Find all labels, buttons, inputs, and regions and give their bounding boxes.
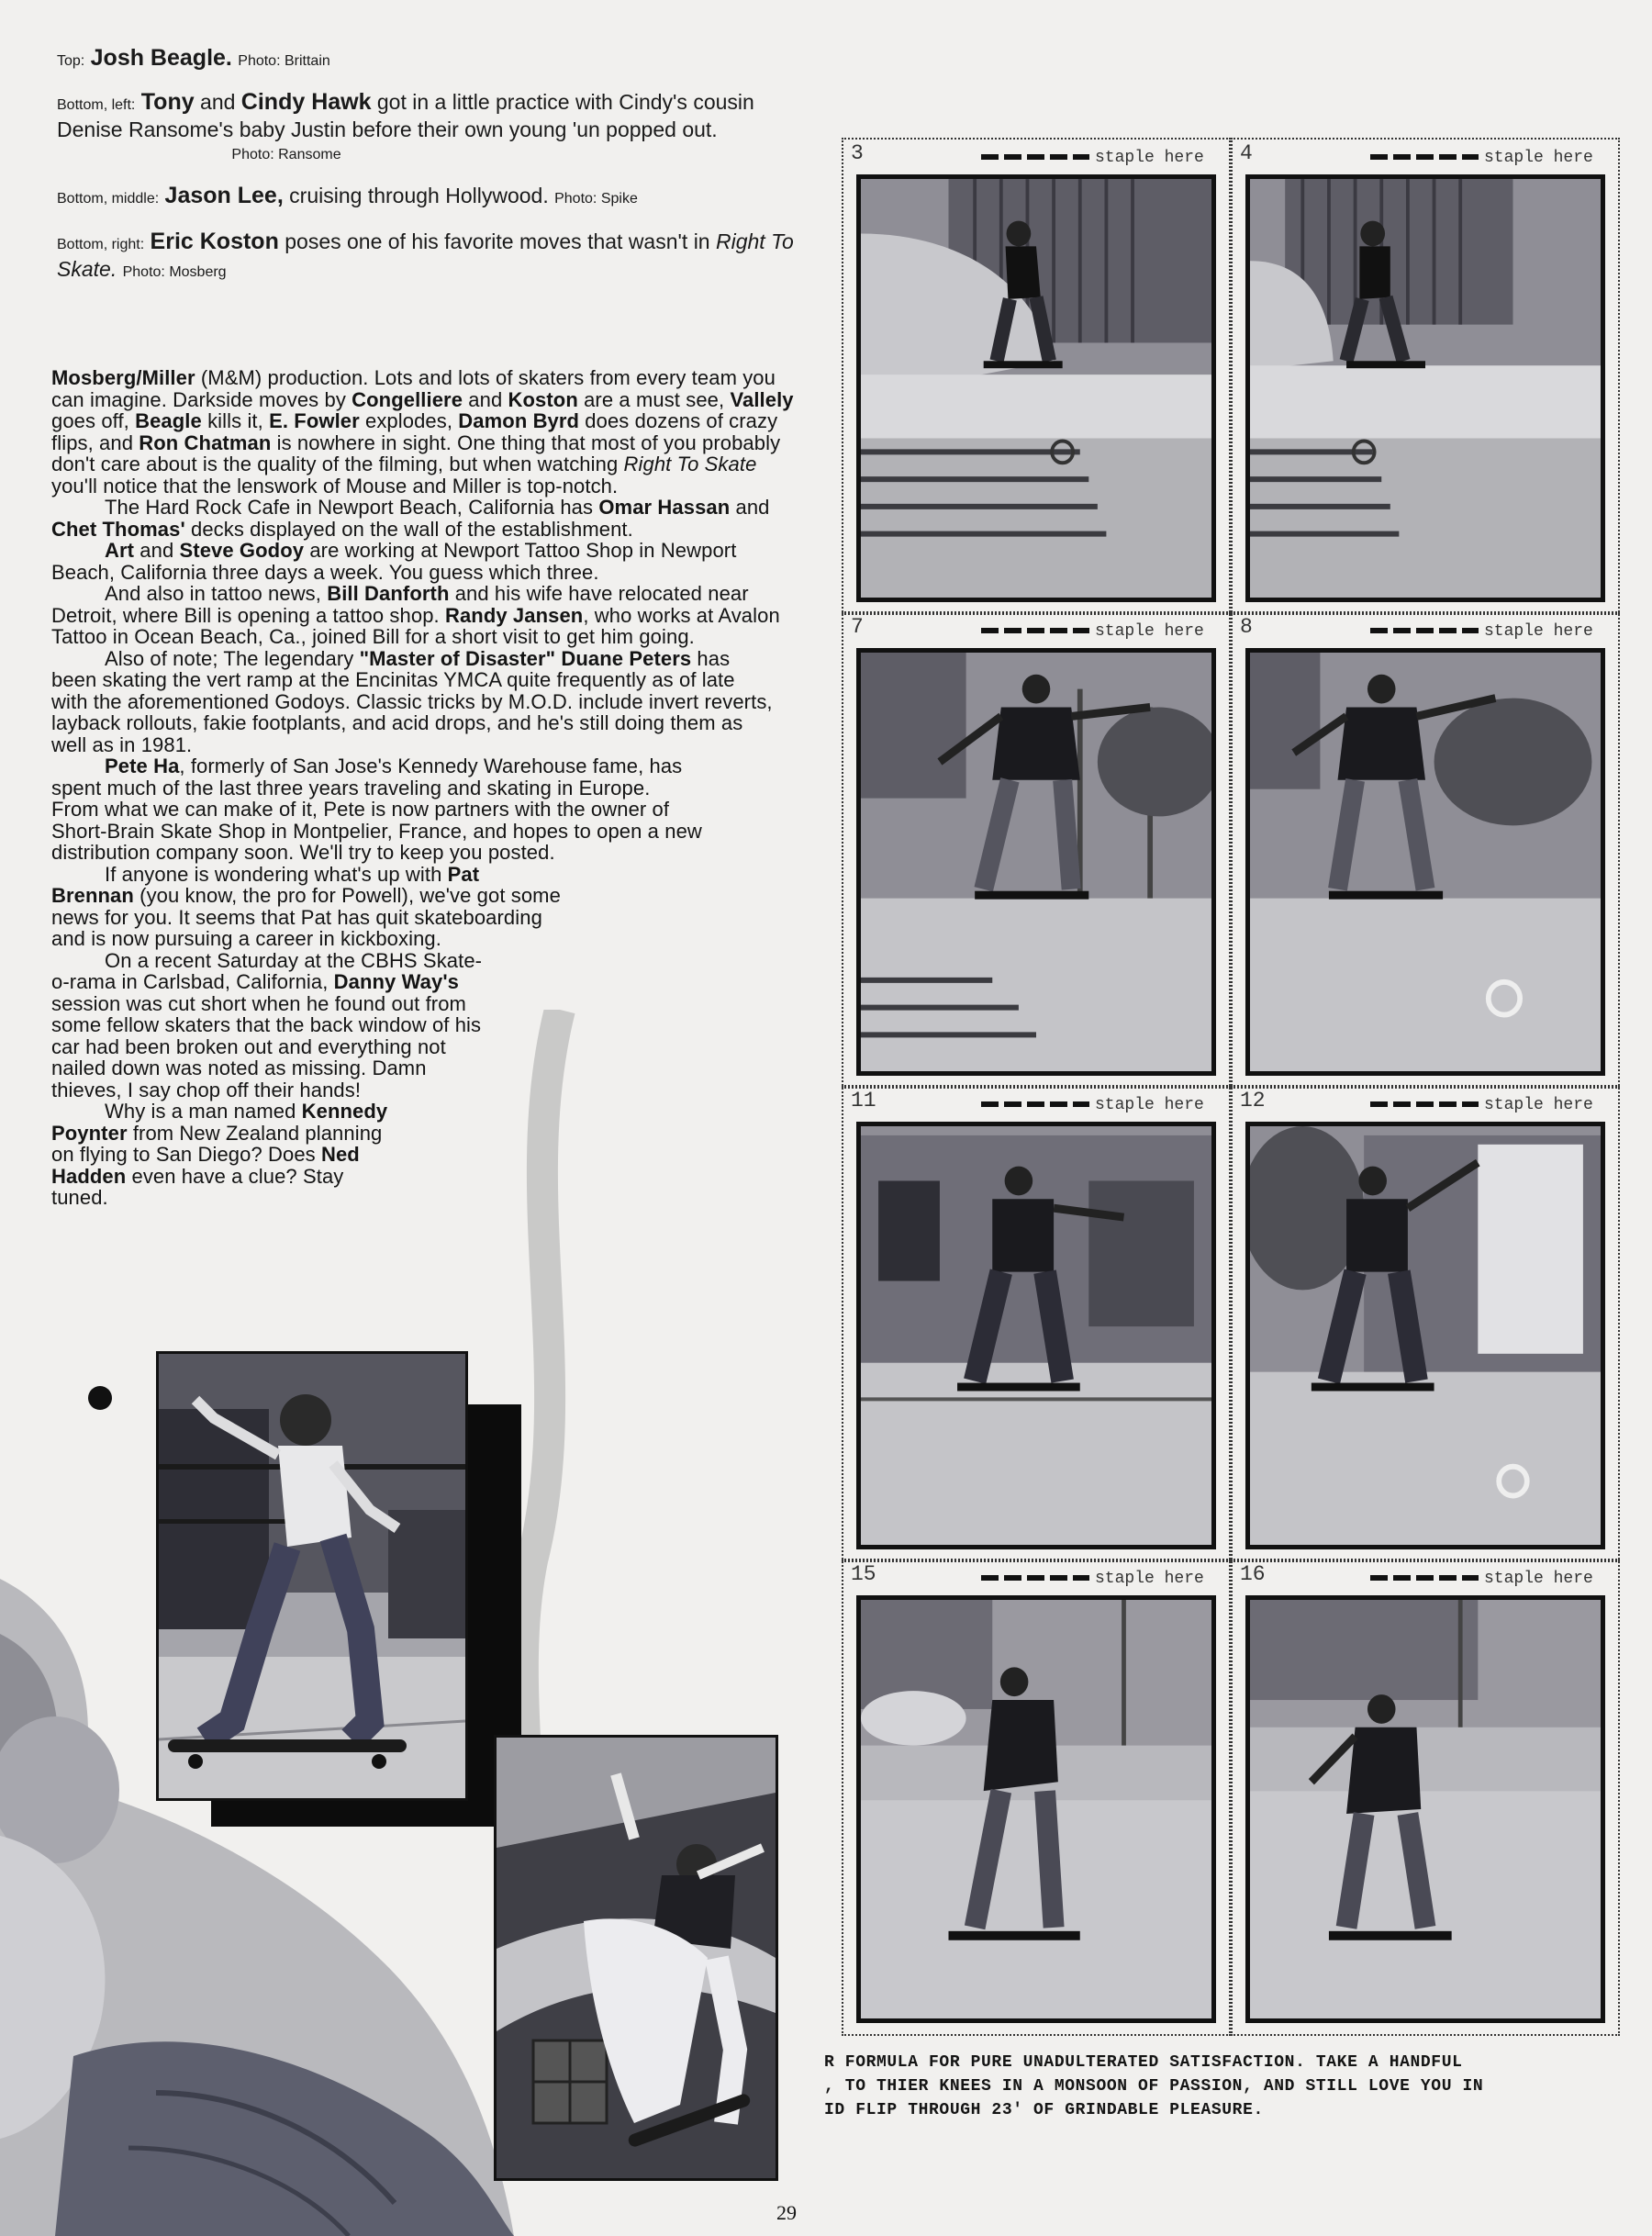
sequence-contact-sheet	[842, 138, 1620, 2047]
caption-name: Josh Beagle.	[90, 45, 232, 71]
text: and his wife have relocated near Detroit, where Bill is opening a tattoo shop.	[51, 582, 749, 627]
staple-dashes	[1370, 154, 1479, 160]
sequence-photo	[1245, 174, 1605, 602]
caption-credit: Photo: Mosberg	[122, 264, 227, 280]
skater-name: Kennedy Poynter	[51, 1100, 388, 1145]
sequence-photo	[1245, 1595, 1605, 2023]
staple-label: staple here	[1095, 1570, 1204, 1588]
news-paragraph	[51, 367, 804, 497]
skater-name: Beagle	[135, 409, 202, 432]
caption-label: Bottom, right:	[57, 237, 145, 252]
sequence-photo	[856, 174, 1216, 602]
sequence-cell	[1231, 1559, 1620, 2036]
skater-name: Congelliere	[352, 387, 463, 411]
text: session was cut short when he found out from some fellow skaters that the back window of his car had been broken out and everything not nailed down was noted as missing. Damn thieves, I say chop off their hands!	[51, 991, 482, 1101]
caption-bottom-left	[57, 90, 809, 167]
sequence-cell	[842, 1085, 1231, 1562]
text: Why is a man named	[105, 1100, 302, 1123]
news-paragraph	[51, 583, 804, 648]
staple-label: staple here	[1095, 622, 1204, 641]
staple-dashes	[981, 628, 1089, 633]
sequence-cell	[1231, 611, 1620, 1089]
caption-credit: Photo: Ransome	[231, 147, 341, 162]
skater-name: Koston	[508, 387, 578, 411]
sequence-photo	[1245, 1122, 1605, 1549]
skater-name: E. Fowler	[269, 409, 360, 432]
tagline-line: , TO THIER KNEES IN A MONSOON OF PASSION, AND STILL LOVE YOU IN	[824, 2077, 1484, 2096]
text: is nowhere in sight. One thing that most of you probably don't care about is the quality of the filming, but when watching	[51, 430, 781, 475]
caption-text: and	[200, 90, 236, 114]
frame-number: 12	[1240, 1089, 1266, 1112]
text: Also of note; The legendary	[105, 646, 360, 670]
staple-dashes	[1370, 1575, 1479, 1581]
news-paragraph	[51, 755, 703, 864]
text: and	[463, 387, 508, 411]
skater-name: Ron Chatman	[139, 430, 272, 454]
skater-name: Pat Brennan	[51, 862, 480, 907]
tagline-line: ID FLIP THROUGH 23' OF GRINDABLE PLEASURE.	[824, 2101, 1264, 2119]
caption-label: Bottom, left:	[57, 97, 136, 113]
skater-name: Bill Danforth	[327, 582, 450, 605]
staple-dashes	[981, 154, 1089, 160]
sequence-cell	[842, 138, 1231, 615]
skater-name: Mosberg/Miller	[51, 366, 195, 389]
frame-number: 8	[1240, 615, 1253, 639]
staple-dashes	[981, 1575, 1089, 1581]
text: And also in tattoo news,	[105, 582, 328, 605]
news-column	[51, 367, 813, 1209]
caption-text: cruising through Hollywood.	[289, 184, 549, 207]
staple-dashes	[981, 1101, 1089, 1107]
news-paragraph	[51, 1101, 400, 1209]
caption-name: Cindy Hawk	[240, 89, 372, 115]
staple-label: staple here	[1484, 1570, 1593, 1588]
sequence-cell	[1231, 138, 1620, 615]
video-title: Right To Skate	[623, 453, 757, 475]
text: are working at Newport Tattoo Shop in Newport Beach, California three days a week. You guess which three.	[51, 539, 737, 584]
text: , formerly of San Jose's Kennedy Warehouse fame, has spent much of the last three years traveling and skating in Europe. From what we can make of it, Pete is now partners with the owner of Short-Brain Skate Shop in Montpelier, France, and hopes to open a new distribution company soon. We'll try to keep you posted.	[51, 755, 702, 864]
news-paragraph	[51, 497, 804, 540]
frame-number: 4	[1240, 141, 1253, 165]
caption-name: Tony	[140, 89, 195, 115]
text: If anyone is wondering what's up with	[105, 862, 448, 886]
frame-number: 16	[1240, 1562, 1266, 1586]
caption-name: Jason Lee,	[164, 183, 284, 208]
caption-text: poses one of his favorite moves that wasn't in	[285, 229, 710, 253]
caption-text: got in a little practice with Cindy's cousin Denise Ransome's baby Justin before their own young 'un popped out.	[57, 90, 754, 141]
sequence-photo	[856, 1122, 1216, 1549]
text: goes off,	[51, 409, 136, 432]
sequence-photo	[856, 1595, 1216, 2023]
sequence-cell	[842, 1559, 1231, 2036]
text: (you know, the pro for Powell), we've got some news for you. It seems that Pat has quit skateboarding and is now pursuing a career in kickboxing.	[51, 884, 561, 950]
skater-name: Steve Godoy	[179, 539, 305, 562]
staple-label: staple here	[1095, 149, 1204, 167]
page-number: 29	[776, 2201, 797, 2224]
skater-name: Pete Ha	[105, 755, 180, 777]
staple-label: staple here	[1484, 1096, 1593, 1114]
staple-label: staple here	[1095, 1096, 1204, 1114]
text: and	[134, 539, 180, 562]
text: decks displayed on the wall of the establishment.	[184, 517, 633, 541]
sequence-photo	[856, 648, 1216, 1076]
text: has been skating the vert ramp at the Encinitas YMCA quite frequently as of late with the aforementioned Godoys. Classic tricks by M.O.D. include invert reverts, layback rollouts, fakie footplants, and acid drops, and he's still doing them as well as in 1981.	[51, 646, 773, 756]
skater-name: Ned Hadden	[51, 1143, 360, 1188]
skater-name: Randy Jansen	[444, 603, 584, 627]
photo-josh-beagle	[156, 1351, 468, 1801]
sequence-cell	[842, 611, 1231, 1089]
skater-name: "Master of Disaster" Duane Peters	[359, 646, 692, 670]
text: , who works at Avalon Tattoo in Ocean Beach, Ca., joined Bill for a short visit to get him going.	[51, 603, 780, 648]
text: does dozens of crazy flips, and	[51, 409, 778, 454]
tagline-line: R FORMULA FOR PURE UNADULTERATED SATISFACTION. TAKE A HANDFUL	[824, 2053, 1463, 2072]
photo-jason-lee	[494, 1735, 778, 2181]
staple-label: staple here	[1484, 149, 1593, 167]
text: On a recent Saturday at the CBHS Skate-o-rama in Carlsbad, California,	[51, 948, 483, 993]
text: explodes,	[359, 409, 459, 432]
caption-bottom-right	[57, 229, 809, 285]
news-paragraph	[51, 540, 804, 583]
skater-name: Danny Way's	[333, 970, 459, 993]
skater-name: Vallely	[730, 387, 794, 411]
staple-dashes	[1370, 628, 1479, 633]
text: you'll notice that the lenswork of Mouse and Miller is top-notch.	[51, 474, 619, 498]
news-paragraph	[51, 950, 483, 1101]
caption-title: Right To Skate.	[57, 229, 794, 281]
text: kills it,	[201, 409, 270, 432]
frame-number: 15	[851, 1562, 876, 1586]
text: (M&M) production. Lots and lots of skaters from every team you can imagine. Darkside moves by	[51, 366, 776, 411]
news-paragraph	[51, 864, 565, 950]
caption-bottom-middle	[57, 184, 638, 211]
caption-label: Bottom, middle:	[57, 191, 160, 207]
frame-number: 7	[851, 615, 864, 639]
caption-label: Top:	[57, 53, 85, 69]
text: are a must see,	[577, 387, 731, 411]
caption-top	[57, 46, 330, 73]
text: from New Zealand planning on flying to San Diego? Does	[51, 1121, 383, 1166]
caption-credit: Photo: Brittain	[238, 53, 330, 69]
staple-dashes	[1370, 1101, 1479, 1107]
skater-name: Omar Hassan	[598, 496, 731, 519]
frame-number: 11	[851, 1089, 876, 1112]
staple-label: staple here	[1484, 622, 1593, 641]
sequence-photo	[1245, 648, 1605, 1076]
text: The Hard Rock Cafe in Newport Beach, California has	[105, 496, 599, 519]
frame-number: 3	[851, 141, 864, 165]
sequence-tagline	[824, 2051, 1483, 2122]
news-paragraph	[51, 648, 776, 756]
sequence-cell	[1231, 1085, 1620, 1562]
skater-name: Damon Byrd	[458, 409, 580, 432]
skater-name: Chet Thomas'	[51, 517, 185, 541]
text: even have a clue? Stay tuned.	[51, 1164, 344, 1209]
skater-name: Art	[105, 539, 135, 562]
caption-name: Eric Koston	[150, 229, 279, 254]
end-bullet	[88, 1386, 112, 1410]
text: and	[730, 496, 770, 519]
caption-credit: Photo: Spike	[554, 191, 638, 207]
